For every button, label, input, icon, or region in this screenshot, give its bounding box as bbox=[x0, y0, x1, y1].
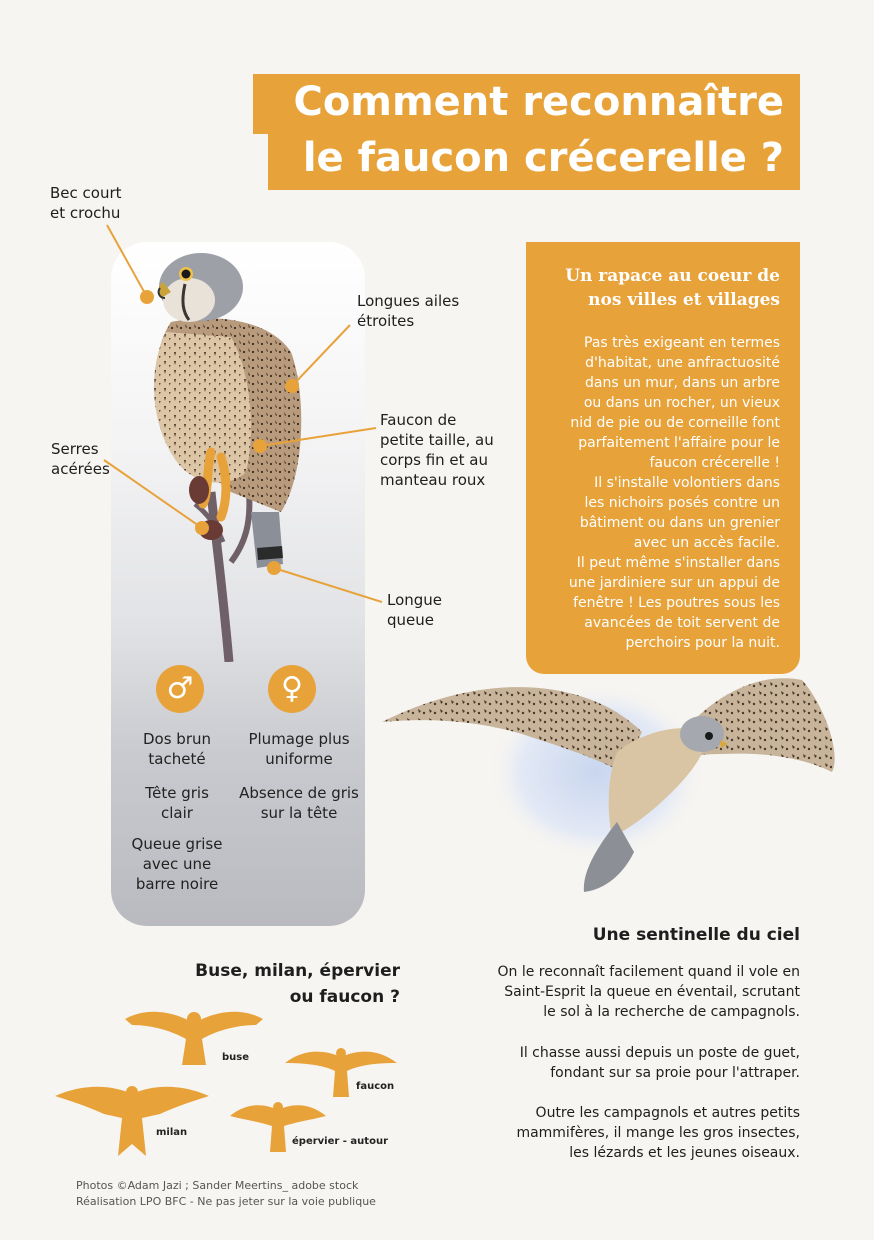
annotation-dot-ailes bbox=[285, 379, 299, 393]
sentinelle-paragraph-1: On le reconnaît facilement quand il vole en Saint-Esprit la queue en éventail, scrutant le sol à la recherche de campagnols. bbox=[497, 964, 800, 1020]
label-queue: Longue queue bbox=[387, 591, 443, 629]
male-trait-2: Tête gris clair bbox=[145, 784, 209, 822]
male-symbol-icon: ♂ bbox=[156, 665, 204, 713]
male-trait-1: Dos brun tacheté bbox=[142, 730, 211, 768]
female-trait-2: Absence de gris sur la tête bbox=[239, 784, 359, 822]
annotation-dot-serres bbox=[195, 521, 209, 535]
sentinelle-paragraph-3: Outre les campagnols et autres petits mammifères, il mange les gros insectes, les lézards et les jeunes oiseaux. bbox=[516, 1105, 800, 1161]
silhouettes-heading: Buse, milan, épervier ou faucon ? bbox=[195, 961, 400, 1007]
label-taille: Faucon de petite taille, au corps fin et au manteau roux bbox=[380, 411, 494, 489]
flying-kestrel-illustration bbox=[372, 662, 844, 898]
credits-realisation: Réalisation LPO BFC - Ne pas jeter sur la voie publique bbox=[76, 1195, 376, 1208]
male-trait-3: Queue grise avec une barre noire bbox=[131, 835, 223, 893]
info-heading: Un rapace au coeur de nos villes et villages bbox=[565, 266, 780, 310]
label-epervier: épervier - autour bbox=[292, 1136, 388, 1147]
label-ailes: Longues ailes étroites bbox=[357, 292, 460, 330]
annotation-dot-bec bbox=[140, 290, 154, 304]
label-buse: buse bbox=[222, 1052, 250, 1063]
info-text: Pas très exigeant en termes d'habitat, une anfractuosité dans un mur, dans un arbre ou dans un rocher, un vieux nid de pie ou de corneille font parfaitement l'affaire pour le faucon crécerelle ! Il s'installe volontiers dans les nichoirs posés contre un bâtiment ou dans un grenier avec un accès facile. Il peut même s'installer dans une jardiniere sur un appui de fenêtre ! Les poutres sous les avancées de toit servent de perchoirs pour la nuit. bbox=[568, 335, 780, 651]
annotation-dot-taille bbox=[253, 439, 267, 453]
label-bec: Bec court et crochu bbox=[50, 184, 122, 222]
female-trait-1: Plumage plus uniforme bbox=[248, 730, 350, 768]
title-line-2: le faucon crécerelle ? bbox=[268, 130, 800, 190]
sentinelle-heading: Une sentinelle du ciel bbox=[592, 925, 800, 945]
title-line-1: Comment reconnaître bbox=[253, 74, 800, 134]
label-serres: Serres acérées bbox=[51, 440, 110, 478]
sentinelle-paragraph-2: Il chasse aussi depuis un poste de guet, fondant sur sa proie pour l'attraper. bbox=[519, 1045, 800, 1081]
milan-silhouette-icon bbox=[52, 1080, 212, 1160]
label-faucon: faucon bbox=[356, 1081, 395, 1092]
credits bbox=[76, 1178, 376, 1210]
annotation-dot-queue bbox=[267, 561, 281, 575]
credits-photos: Photos ©Adam Jazi ; Sander Meertins_ adobe stock bbox=[76, 1179, 359, 1192]
female-symbol-icon: ♀ bbox=[268, 665, 316, 713]
label-milan: milan bbox=[156, 1127, 188, 1138]
